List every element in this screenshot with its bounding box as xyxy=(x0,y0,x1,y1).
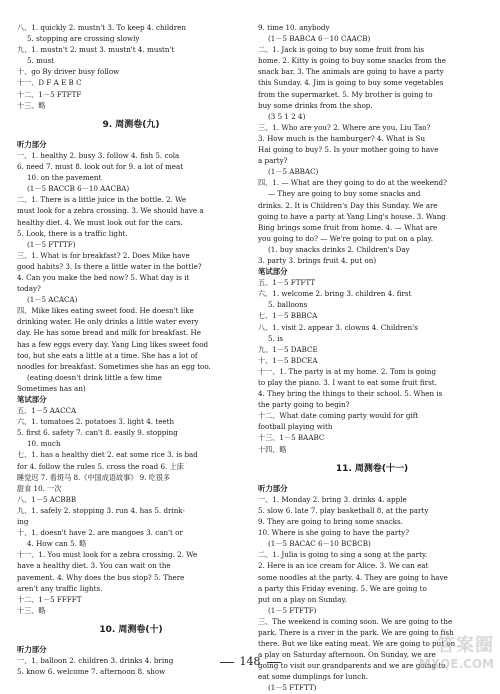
answer-line: 三、1. Who are you? 2. Where are you, Liu Tao? xyxy=(258,122,431,132)
answer-line: 十三、略 xyxy=(17,100,46,110)
answer-line: 5. first 6. safety 7. can't 8. easily 9. stopping xyxy=(17,428,178,438)
answer-line: there. But we like eating meat. We are going to put on xyxy=(258,639,456,649)
answer-line: for 4. follow the rules 5. cross the road 6. 上床 xyxy=(17,461,184,471)
answer-line: 睡觉迟 7. 看斑马 8.《中国成语故事》 9. 吃很多 xyxy=(17,472,171,482)
answer-line: 十二、1－5 FFFFT xyxy=(17,594,82,604)
answer-line: 六、1. welcome 2. bring 3. children 4. first xyxy=(258,289,412,299)
answer-line: 甜食 10. 一次 xyxy=(17,483,62,493)
dash-right xyxy=(267,662,281,663)
answer-line: 十二、1－5 FTFTF xyxy=(17,89,82,99)
answer-line: Bing brings some fruit from home. 4. — What are xyxy=(258,222,438,232)
answer-line: 三、1. What is for breakfast? 2. Does Mike have xyxy=(17,250,190,260)
answer-line: 八、1－5 ACBBB xyxy=(17,494,77,504)
answer-line: 六、1. tomatoes 2. potatoes 3. light 4. teeth xyxy=(17,417,175,427)
answer-line: good habits? 3. Is there a little water in the bottle? xyxy=(17,261,202,271)
answer-line: 九、1. safely 2. stopping 3. run 4. has 5. drink- xyxy=(17,505,185,515)
section-label: 听力部分 xyxy=(17,139,47,149)
answer-line: home. 2. Kitty is going to buy some snacks from the xyxy=(258,56,447,66)
answer-line: 4. They bring the things to their school. 5. When is xyxy=(258,389,443,399)
page-number: 148 xyxy=(239,655,261,668)
answer-line: this Sunday. 4. Jim is going to buy some vegetables xyxy=(258,78,444,88)
answer-line: some noodles at the party. 4. They are going to have xyxy=(258,572,448,582)
answer-line: (1－5 BACAC 6－10 BCBCB) xyxy=(268,539,371,549)
answer-line: 七、1－5 BBBCA xyxy=(258,311,318,321)
answer-line: 一、1. healthy 2. busy 3. follow 4. fish 5. cola xyxy=(17,150,180,160)
answer-line: 三、The weekend is coming soon. We are going to the xyxy=(258,616,453,626)
section-title: 10. 周测卷(十) xyxy=(99,624,163,635)
answer-line: the party going to begin? xyxy=(258,400,350,410)
answer-line: football playing with xyxy=(258,422,333,432)
answer-line: 二、1. Jack is going to buy some fruit from his xyxy=(258,45,425,55)
answer-line: going to have a party at Yang Ling's house. 3. Wang xyxy=(258,211,446,221)
section-title: 9. 周测卷(九) xyxy=(102,119,160,130)
section-label: 听力部分 xyxy=(258,483,288,493)
answer-line: going to visit our grandparents and we are going to xyxy=(258,661,446,671)
answer-line: 4. Can you make the bed now? 5. What day is it xyxy=(17,272,190,282)
answer-line: 3. How much is the hamburger? 4. What is Su xyxy=(258,133,426,143)
answer-line: 5. Look, there is a traffic light. xyxy=(17,228,128,238)
answer-line: noodles for breakfast. Sometimes she has an egg too. xyxy=(17,361,211,371)
answer-line: buy some drinks from the shop. xyxy=(258,100,373,110)
answer-line: 十三、1－5 BAABC xyxy=(258,433,325,443)
answer-line: 四、Mike likes eating sweet food. He doesn't like xyxy=(17,306,194,316)
answer-line: 五、1－5 FTFTT xyxy=(258,278,316,288)
answer-line: 9. time 10. anybody xyxy=(258,23,330,32)
answer-line: (eating doesn't drink little a few time xyxy=(27,372,162,382)
watermark-logo xyxy=(416,631,494,675)
answer-line: today? xyxy=(17,284,41,294)
answer-line: pavement. 4. Why does the bus stop? 5. There xyxy=(17,572,185,582)
answer-line: 五、1－5 AACCA xyxy=(17,406,77,416)
left-column xyxy=(17,22,245,677)
answer-line: from the supermarket. 5. My brother is going to xyxy=(258,89,433,99)
answer-line: a play on Saturday afternoon. On Sunday, we are xyxy=(258,650,436,660)
answer-line: 七、1. has a healthy diet 2. eat some rice 3. is bad xyxy=(17,450,198,460)
answer-line: (1－5 BACCB 6－10 AACBA) xyxy=(27,184,130,194)
answer-line: put on a play on Sunday. xyxy=(258,594,347,604)
answer-line: have a healthy diet. 3. You can wait on the xyxy=(17,561,171,571)
answer-line: 十四、略 xyxy=(258,444,287,454)
answer-line: (1－5 FTFTT) xyxy=(268,683,317,693)
answer-line: 九、1－5 DABCE xyxy=(258,344,318,354)
answer-line: 九、1. mustn't 2. must 3. mustn't 4. mustn't xyxy=(17,45,175,55)
answer-line: 二、1. Julia is going to sing a song at the party. xyxy=(258,550,428,560)
right-column xyxy=(258,22,486,694)
answer-line: (1－5 ACACA) xyxy=(27,295,78,305)
answer-line: a party? xyxy=(258,156,288,166)
answer-line: 5. balloons xyxy=(268,300,308,310)
answer-line: a party this Friday evening. 5. We are going to xyxy=(258,583,427,593)
answer-line: 四、1. — What are they going to do at the weekend? xyxy=(258,178,447,188)
answer-line: 9. They are going to bring some snacks. xyxy=(258,517,403,527)
answer-line: 5. must xyxy=(27,56,54,66)
answer-line: 十、1. doesn't have 2. are mangoes 3. can't or xyxy=(17,528,183,538)
answer-line: Hai going to buy? 5. Is your mother going to have xyxy=(258,145,439,155)
watermark-bottom: MXQE.COM xyxy=(418,657,494,671)
answer-line: 10. much xyxy=(27,439,61,449)
answer-line: 5. slow 6. late 7. play basketball 8. at the party xyxy=(258,505,429,515)
answer-line: eat some dumplings for lunch. xyxy=(258,672,369,682)
answer-line: drinking water. He only drinks a little water every xyxy=(17,317,199,327)
answer-line: 十三、略 xyxy=(17,605,46,615)
section-label: 笔试部分 xyxy=(17,395,47,404)
answer-line: 二、1. There is a little juice in the bottle. 2. We xyxy=(17,195,187,205)
answer-line: to play the piano. 3. I want to eat some fruit first. xyxy=(258,378,437,387)
answer-line: (3 5 1 2 4) xyxy=(268,111,306,121)
answer-line: 10. on the pavement xyxy=(27,173,102,183)
answer-line: day. He has some bread and milk for breakfast. He xyxy=(17,328,201,338)
answer-line: you going to do? — We're going to put on a play. xyxy=(258,233,433,243)
answer-line: 6. need 7. must 8. look out for 9. a lot of meat xyxy=(17,162,184,172)
answer-line: (1－5 BABCA 6－10 CAACB) xyxy=(268,34,371,44)
answer-line: drinks. 2. It is Children's Day this Sunday. We are xyxy=(258,200,438,210)
answer-line: — They are going to buy some snacks and xyxy=(268,189,421,199)
answer-line: (1－5 ABBAC) xyxy=(268,167,319,177)
watermark-top: 答案圈 xyxy=(437,635,494,656)
answer-line: must look for a zebra crossing. 3. We should have a xyxy=(17,206,204,216)
answer-line: 一、1. Monday 2. bring 3. drinks 4. apple xyxy=(258,494,407,504)
answer-line: 十二、What date coming party would for gift xyxy=(258,411,419,421)
answer-line: 八、1. quickly 2. mustn't 3. To keep 4. children xyxy=(17,23,186,32)
answer-line: has a few eggs every day. Yang Ling likes sweet food xyxy=(17,339,209,349)
answer-line: park. There is a river in the park. We are going to fish xyxy=(258,627,454,637)
answer-line: (1. buy snacks drinks 2. Children's Day xyxy=(268,244,410,254)
answer-line: 3. party 3. brings fruit 4. put on) xyxy=(258,255,377,265)
answer-line: 5. know 6. welcome 7. afternoon 8. show xyxy=(17,667,166,677)
answer-line: too, but she eats a little at a time. She has a lot of xyxy=(17,350,198,360)
answer-line: (1－5 FTTTF) xyxy=(27,239,76,249)
section-label: 听力部分 xyxy=(17,644,47,654)
answer-line: 一、1. balloon 2. children 3. drinks 4. bring xyxy=(17,656,174,666)
answer-line: 八、1. visit 2. appear 3. clowns 4. Children's xyxy=(258,322,418,332)
dash-left xyxy=(220,662,234,663)
answer-line: 十一、D F A E B C xyxy=(17,78,82,88)
answer-line: snack bar. 3. The animals are going to have a party xyxy=(258,67,444,77)
answer-line: 4. How can 5. 略 xyxy=(27,539,87,549)
answer-line: 十、1－5 BDCEA xyxy=(258,355,318,365)
answer-line: 十、go By driver busy follow xyxy=(17,67,120,77)
answer-line: 十一、1. The party is at my home. 2. Tom is going xyxy=(258,366,437,376)
answer-line: (1－5 FTFTF) xyxy=(268,605,317,615)
answer-line: 10. Where is she going to have the party? xyxy=(258,528,410,538)
answer-line: 2. Here is an ice cream for Alice. 3. We can eat xyxy=(258,561,429,571)
section-title: 11. 周测卷(十一) xyxy=(335,463,409,474)
answer-line: 5. is xyxy=(268,333,284,343)
answer-line: Sometimes has an) xyxy=(17,383,86,393)
answer-line: 十一、1. You must look for a zebra crossing. 2. We xyxy=(17,550,198,560)
answer-line: aren't any traffic lights. xyxy=(17,583,103,593)
answer-line: 5. stopping are crossing slowly xyxy=(27,34,140,44)
answer-line: healthy diet. 4. We must look out for the cars. xyxy=(17,217,183,227)
section-label: 笔试部分 xyxy=(258,267,288,277)
answer-line: ing xyxy=(17,517,29,527)
